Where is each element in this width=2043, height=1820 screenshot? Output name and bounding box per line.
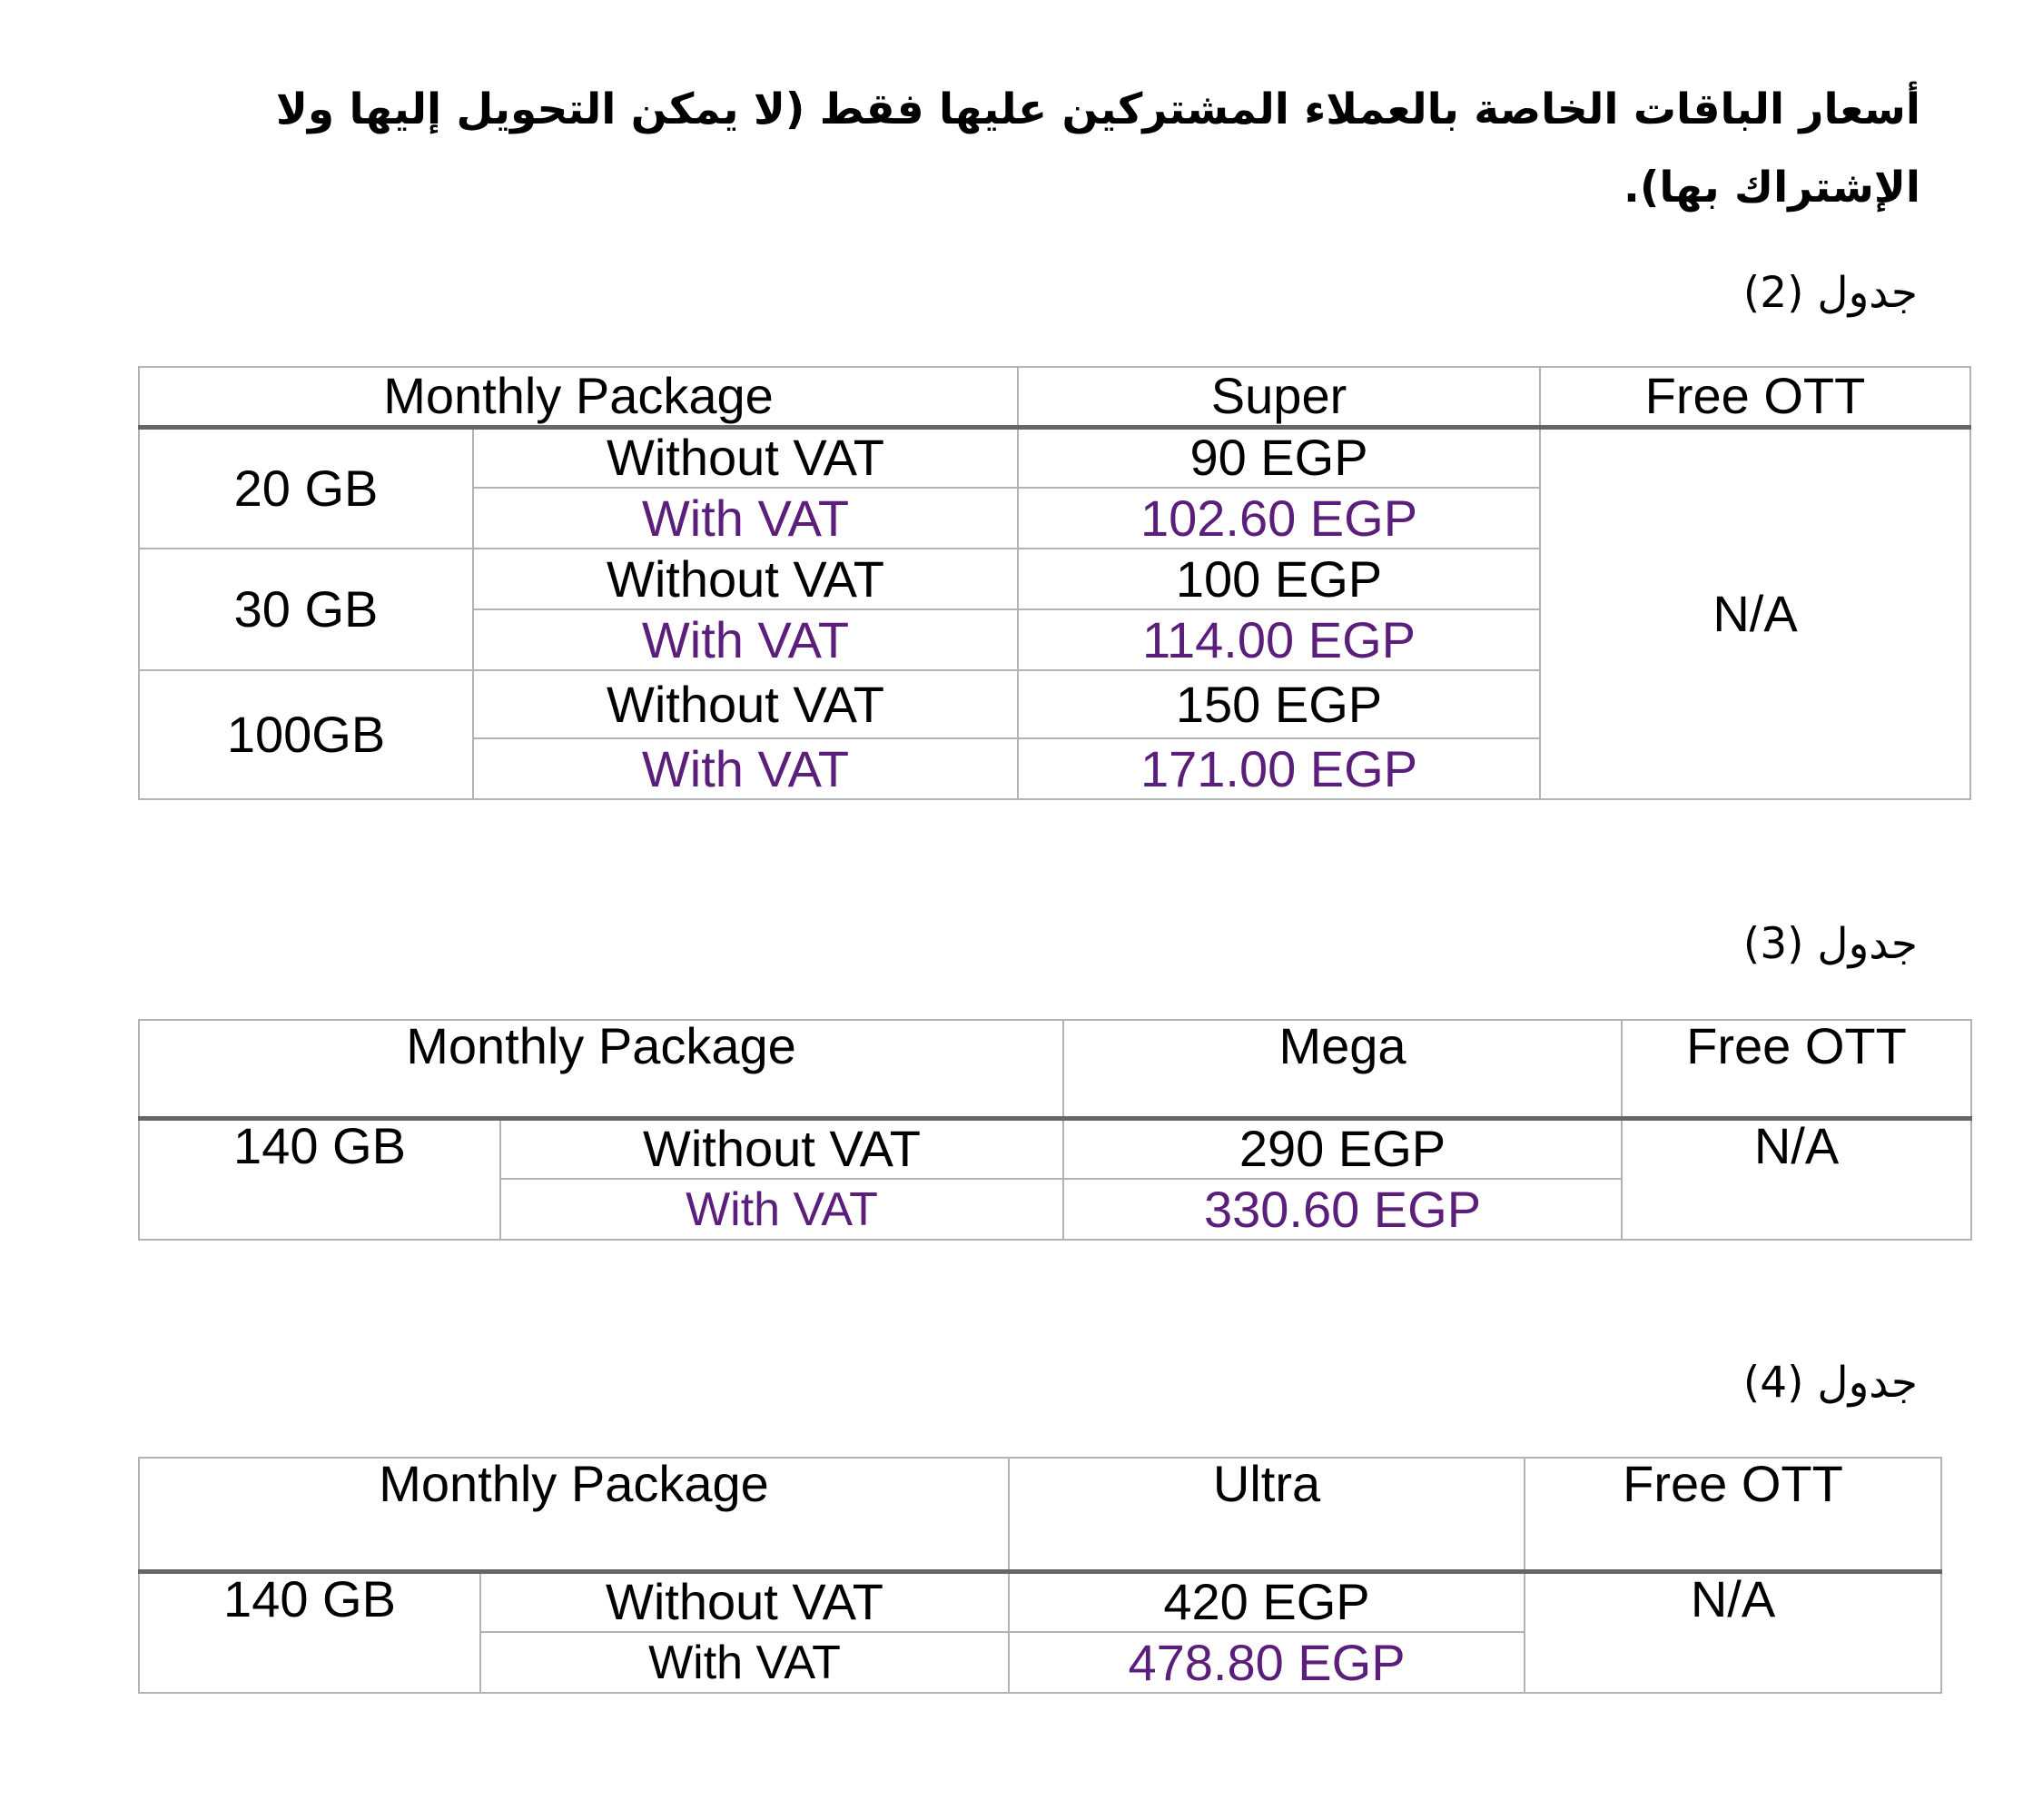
without-vat-price: 100 EGP [1018, 549, 1540, 609]
without-vat-price: 90 EGP [1018, 427, 1540, 488]
without-vat-label: Without VAT [480, 1571, 1009, 1632]
header-free-ott: Free OTT [1622, 1020, 1971, 1118]
free-ott-value: N/A [1622, 1118, 1971, 1240]
table-2-caption: جدول (2) [1742, 268, 1918, 318]
table-row [139, 1118, 1971, 1179]
with-vat-label: With VAT [473, 488, 1018, 549]
with-vat-price: 102.60 EGP [1018, 488, 1540, 549]
without-vat-label: Without VAT [473, 427, 1018, 488]
without-vat-label: Without VAT [500, 1118, 1063, 1179]
free-ott-value: N/A [1540, 427, 1970, 799]
intro-line-1: أسعار الباقات الخاصة بالعملاء المشتركين عليها فقط (لا يمكن التحويل إليها ولا [275, 84, 1920, 134]
without-vat-price: 420 EGP [1009, 1571, 1525, 1632]
package-size: 140 GB [139, 1118, 500, 1240]
with-vat-price: 171.00 EGP [1018, 738, 1540, 799]
header-plan: Ultra [1009, 1458, 1525, 1571]
without-vat-label: Without VAT [473, 670, 1018, 738]
with-vat-label: With VAT [473, 738, 1018, 799]
header-monthly-package: Monthly Package [139, 367, 1018, 427]
super-package-table [138, 366, 1971, 800]
with-vat-price: 114.00 EGP [1018, 609, 1540, 670]
with-vat-label: With VAT [500, 1179, 1063, 1240]
package-size: 30 GB [139, 549, 473, 670]
with-vat-label: With VAT [473, 609, 1018, 670]
header-monthly-package: Monthly Package [139, 1020, 1063, 1118]
header-monthly-package: Monthly Package [139, 1458, 1009, 1571]
with-vat-price: 330.60 EGP [1063, 1179, 1622, 1240]
without-vat-price: 150 EGP [1018, 670, 1540, 738]
header-plan: Mega [1063, 1020, 1622, 1118]
package-size: 20 GB [139, 427, 473, 549]
free-ott-value: N/A [1525, 1571, 1941, 1693]
with-vat-label: With VAT [480, 1632, 1009, 1693]
without-vat-price: 290 EGP [1063, 1118, 1622, 1179]
package-size: 140 GB [139, 1571, 480, 1693]
header-plan: Super [1018, 367, 1540, 427]
table-row [139, 1571, 1941, 1632]
table-4-caption: جدول (4) [1742, 1358, 1918, 1408]
intro-paragraph [263, 71, 1920, 227]
table-row [139, 427, 1970, 488]
with-vat-price: 478.80 EGP [1009, 1632, 1525, 1693]
header-free-ott: Free OTT [1540, 367, 1970, 427]
table-3-caption: جدول (3) [1742, 919, 1918, 969]
mega-package-table [138, 1019, 1972, 1241]
ultra-package-table [138, 1457, 1942, 1694]
without-vat-label: Without VAT [473, 549, 1018, 609]
header-free-ott: Free OTT [1525, 1458, 1941, 1571]
package-size: 100GB [139, 670, 473, 799]
intro-line-2: الإشتراك بها). [1624, 163, 1920, 213]
